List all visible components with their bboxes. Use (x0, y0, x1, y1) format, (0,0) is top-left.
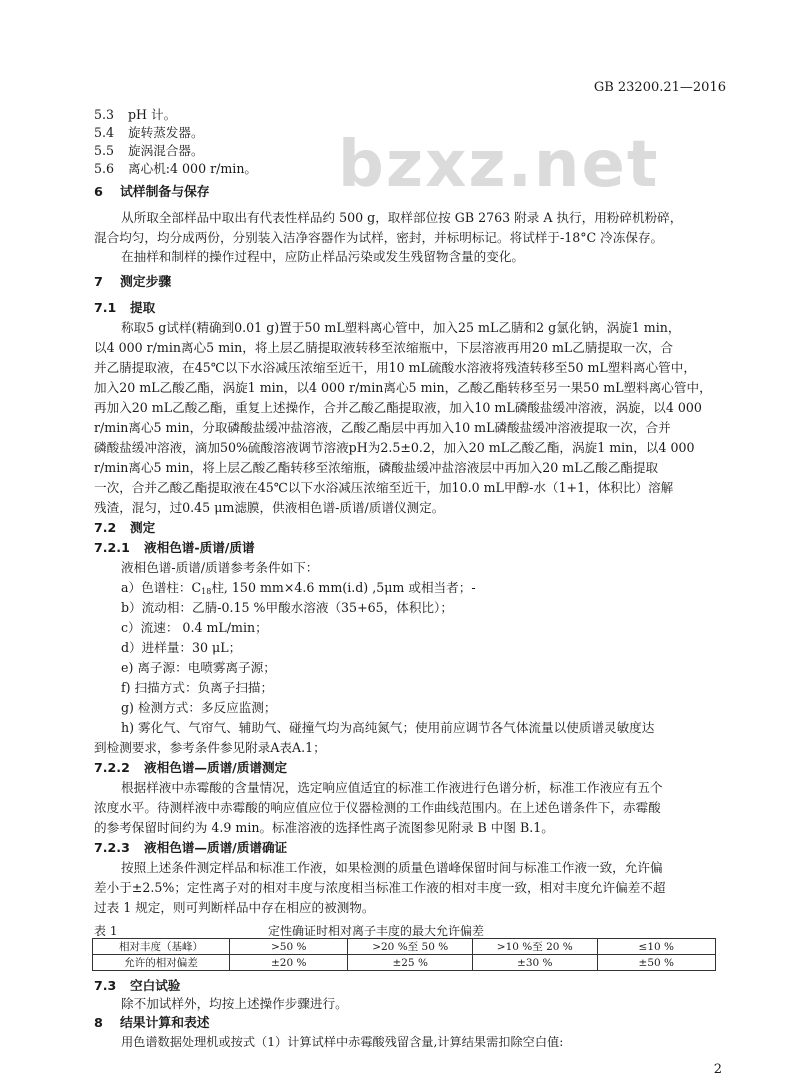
page-number: 2 (713, 1062, 722, 1077)
condition-item: c）流速： 0.4 mL/min； (121, 620, 268, 635)
table-cell: 允许的相对偏差 (93, 955, 230, 971)
list-item: 5.4 旋转蒸发器。 (94, 125, 204, 140)
condition-item: f) 扫描方式：负离子扫描； (121, 680, 274, 695)
paragraph-line: 并乙腈提取液，在45℃以下水浴减压浓缩至近干，用10 mL硫酸水溶液将残渣转移至50 mL塑料离心管中， (94, 360, 696, 375)
list-item: 5.3 pH 计。 (94, 107, 177, 122)
table-cell: ±50 % (597, 955, 715, 971)
paragraph-line: 残渣，混匀，过0.45 μm滤膜，供液相色谱-质谱/质谱仪测定。 (94, 500, 445, 515)
paragraph-line: 一次，合并乙酸乙酯提取液在45℃以下水浴减压浓缩至近干，加10.0 mL甲醇-水（1+1，体积比）溶解 (94, 480, 674, 495)
table-cell: ≤10 % (597, 939, 715, 955)
subsection-heading: 7.2.2 液相色谱—质谱/质谱测定 (94, 760, 288, 775)
table-cell: ±20 % (230, 955, 348, 971)
paragraph-line: r/min离心5 min，将上层乙酸乙酯转移至浓缩瓶，磷酸盐缓冲盐溶液层中再加入20 mL乙酸乙酯提取 (94, 460, 659, 475)
table-row (93, 939, 716, 955)
paragraph-line: 称取5 g试样(精确到0.01 g)置于50 mL塑料离心管中，加入25 mL乙腈和2 g氯化钠，涡旋1 min， (121, 320, 681, 335)
table-label: 表 1 (94, 924, 118, 938)
table-cell: >20 %至 50 % (348, 939, 473, 955)
paragraph-line: 从所取全部样品中取出有代表性样品约 500 g，取样部位按 GB 2763 附录 A 执行，用粉碎机粉碎， (121, 210, 683, 225)
table-caption: 定性确证时相对离子丰度的最大允许偏差 (268, 924, 485, 938)
paragraph-line: 再加入20 mL乙酸乙酯，重复上述操作，合并乙酸乙酯提取液，加入10 mL磷酸盐缓冲溶液，涡旋，以4 000 (94, 400, 702, 415)
paragraph-line: 液相色谱-质谱/质谱参考条件如下： (121, 560, 319, 575)
paragraph-line: 浓度水平。待测样液中赤霉酸的响应值应位于仪器检测的工作曲线范围内。在上述色谱条件下，赤霉酸 (94, 800, 661, 815)
condition-item: h) 雾化气、气帘气、辅助气、碰撞气均为高纯氮气；使用前应调节各气体流量以使质谱灵敏度达 (121, 720, 655, 735)
table-cell: ±25 % (348, 955, 473, 971)
paragraph-line: 用色谱数据处理机或按式（1）计算试样中赤霉酸残留含量,计算结果需扣除空白值: (121, 1035, 564, 1049)
table-cell: >50 % (230, 939, 348, 955)
paragraph-line: 过表 1 规定，则可判断样品中存在相应的被测物。 (94, 900, 375, 915)
subsection-heading: 7.1 提取 (94, 300, 156, 315)
condition-item: e) 离子源：电喷雾离子源； (121, 660, 276, 675)
condition-item: g) 检测方式：多反应监测； (121, 700, 277, 715)
paragraph-line: 的参考保留时间约为 4.9 min。标准溶液的选择性离子流图参见附录 B 中图 B.1。 (94, 820, 554, 835)
paragraph-line: 差小于±2.5%；定性离子对的相对丰度与浓度相当标准工作液的相对丰度一致，相对丰度允许偏差不超 (94, 880, 666, 895)
table-cell: >10 %至 20 % (473, 939, 598, 955)
subsection-heading: 7.3 空白试验 (94, 978, 181, 993)
paragraph-line: 磷酸盐缓冲溶液，滴加50%硫酸溶液调节溶液pH为2.5±0.2，加入20 mL乙酸乙酯，涡旋1 min，以4 000 (94, 440, 695, 455)
deviation-table (92, 938, 716, 971)
paragraph-line: 以4 000 r/min离心5 min，将上层乙腈提取液转移至浓缩瓶中，下层溶液再用20 mL乙腈提取一次，合 (94, 340, 674, 355)
section-heading: 8 结果计算和表述 (94, 1016, 210, 1031)
table-row (93, 955, 716, 971)
paragraph-line: 根据样液中赤霉酸的含量情况，选定响应值适宜的标准工作液进行色谱分析，标准工作液应有五个 (121, 780, 663, 795)
table-cell: 相对丰度（基峰） (93, 939, 230, 955)
table-cell: ±30 % (473, 955, 598, 971)
paragraph-line: 到检测要求，参考条件参见附录A表A.1； (94, 740, 326, 755)
subsection-heading: 7.2.1 液相色谱-质谱/质谱 (94, 540, 255, 555)
paragraph-line: 除不加试样外，均按上述操作步骤进行。 (121, 996, 348, 1011)
paragraph-line: 混合均匀，均分成两份，分别装入洁净容器作为试样，密封，并标明标记。将试样于-18°C 冷冻保存。 (94, 230, 664, 245)
paragraph-line: 在抽样和制样的操作过程中，应防止样品污染或发生残留物含量的变化。 (121, 249, 524, 264)
paragraph-line: 按照上述条件测定样品和标准工作液，如果检测的质量色谱峰保留时间与标准工作液一致，允许偏 (121, 860, 663, 875)
standard-number: GB 23200.21—2016 (593, 80, 726, 95)
section-heading: 6 试样制备与保存 (94, 185, 210, 200)
condition-item: a）色谱柱：$C_{18}$柱, 150 mm×4.6 mm(i.d) ,5μm 或相当者；- (121, 580, 476, 596)
list-item: 5.5 旋涡混合器。 (94, 143, 204, 158)
subsection-heading: 7.2.3 液相色谱—质谱/质谱确证 (94, 840, 288, 855)
section-heading: 7 测定步骤 (94, 275, 172, 290)
watermark: bzxz.net (338, 128, 660, 202)
paragraph-line: r/min离心5 min，分取磷酸盐缓冲盐溶液，乙酸乙酯层中再加入10 mL磷酸盐缓冲溶液提取一次，合并 (94, 420, 671, 435)
condition-item: b）流动相：乙腈-0.15 %甲酸水溶液（35+65，体积比）； (121, 600, 453, 615)
subsection-heading: 7.2 测定 (94, 520, 156, 535)
paragraph-line: 加入20 mL乙酸乙酯，涡旋1 min，以4 000 r/min离心5 min，乙酸乙酯转移至另一果50 mL塑料离心管中， (94, 380, 712, 395)
list-item: 5.6 离心机:4 000 r/min。 (94, 161, 258, 176)
condition-item: d）进样量：30 μL； (121, 640, 242, 655)
